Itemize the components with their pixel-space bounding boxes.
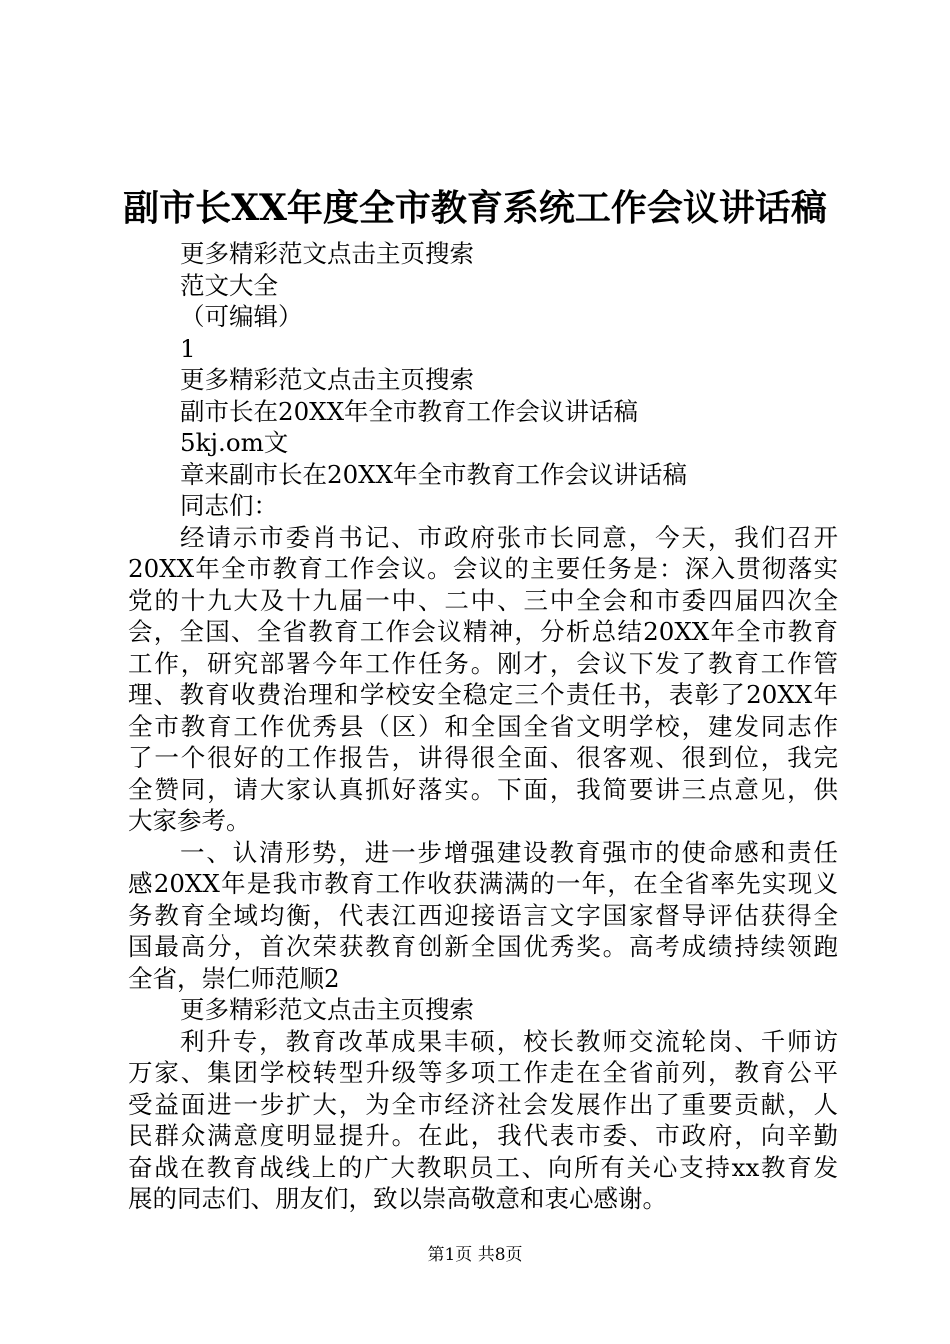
document-body [128,238,838,1215]
paragraph-line: 民群众满意度明显提升。在此，我代表市委、市政府，向辛勤 [128,1121,838,1150]
paragraph-line: 会，全国、全省教育工作会议精神，分析总结20XX年全市教育 [128,617,838,646]
document-title: 副市长XX年度全市教育系统工作会议讲话稿 [123,187,827,229]
salutation: 同志们： [180,491,278,520]
header-line-more-2: 更多精彩范文点击主页搜索 [180,365,474,394]
header-line-source-title: 章来副市长在20XX年全市教育工作会议讲话稿 [180,459,688,489]
paragraph-line: 国最高分，首次荣获教育创新全国优秀奖。高考成绩持续领跑 [128,932,838,961]
header-line-collection: 范文大全 [180,270,278,300]
header-line-editable: （可编辑） [180,302,303,331]
page-footer: 第1页 共8页 [427,1245,523,1265]
mid-line-more: 更多精彩范文点击主页搜索 [180,995,474,1024]
paragraph-continuation [128,1026,838,1215]
paragraph-line: 展的同志们、朋友们，致以崇高敬意和衷心感谢。 [128,1184,667,1213]
paragraph-line: 党的十九大及十九届一中、二中、三中全会和市委四届四次全 [128,585,838,615]
paragraph-line: 全省，崇仁师范顺2 [128,963,340,993]
paragraph-line: 全市教育工作优秀县（区）和全国全省文明学校，建发同志作 [128,711,838,741]
paragraph-line: 理、教育收费治理和学校安全稳定三个责任书，表彰了20XX年 [128,680,838,709]
paragraph-line: 万家、集团学校转型升级等多项工作走在全省前列，教育公平 [128,1058,838,1087]
paragraph-line: 奋战在教育战线上的广大教职员工、向所有关心支持xx教育发 [128,1152,838,1182]
paragraph-line: 工作，研究部署今年工作任务。刚才，会议下发了教育工作管 [128,648,838,678]
paragraph-line: 一、认清形势，进一步增强建设教育强市的使命感和责任 [180,837,838,867]
header-line-source: 5kj.om文 [180,428,289,457]
paragraph-line: 经请示市委肖书记、市政府张市长同意，今天，我们召开 [180,522,838,552]
paragraph-line: 受益面进一步扩大，为全市经济社会发展作出了重要贡献，人 [128,1089,838,1119]
paragraph-line: 大家参考。 [128,806,251,835]
paragraph-line: 全赞同，请大家认真抓好落实。下面，我简要讲三点意见，供 [128,774,838,804]
header-line-page-number: 1 [180,333,196,363]
header-line-subtitle: 副市长在20XX年全市教育工作会议讲话稿 [180,396,639,426]
paragraph-line: 感20XX年是我市教育工作收获满满的一年，在全省率先实现义 [128,869,838,898]
paragraph-line: 20XX年全市教育工作会议。会议的主要任务是：深入贯彻落实 [128,554,838,583]
paragraph-section-one [128,837,838,995]
paragraph-opening [128,522,838,837]
header-line-more: 更多精彩范文点击主页搜索 [180,239,474,268]
paragraph-line: 利升专，教育改革成果丰硕，校长教师交流轮岗、千师访 [180,1026,838,1056]
paragraph-line: 了一个很好的工作报告，讲得很全面、很客观、很到位，我完 [128,743,838,772]
paragraph-line: 务教育全域均衡，代表江西迎接语言文字国家督导评估获得全 [128,900,838,930]
